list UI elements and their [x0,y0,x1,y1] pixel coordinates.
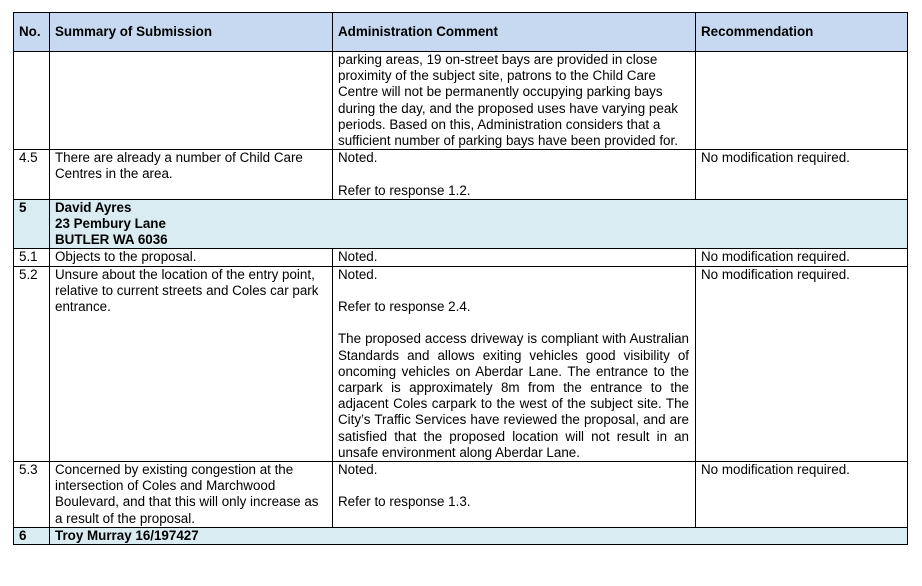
cell-no: 5 [14,199,50,249]
comment-line: Noted. [338,462,378,478]
cell-summary [50,52,333,150]
table-row-5-2 [14,266,908,461]
comment-line: Refer to response 1.3. [338,494,471,510]
submissions-table [13,12,908,545]
submitter-row-5 [14,199,908,249]
table-row-4-5 [14,150,908,200]
cell-no: 5.1 [14,249,50,266]
cell-recommendation: No modification required. [696,150,908,200]
cell-comment: Noted. [333,249,696,266]
cell-no: 5.2 [14,266,50,461]
comment-line: Refer to response 2.4. [338,299,471,315]
table-header-row [14,13,908,52]
cell-no [14,52,50,150]
cell-comment [333,150,696,200]
cell-summary: Objects to the proposal. [50,249,333,266]
submitter-name: Troy Murray 16/197427 [55,527,199,543]
submitter-name: David Ayres [55,199,132,215]
submitter-details [50,199,908,249]
comment-line: Noted. [338,266,378,282]
cell-recommendation: No modification required. [696,462,908,528]
submitter-suburb: BUTLER WA 6036 [55,232,168,248]
header-comment: Administration Comment [333,13,696,52]
submitter-details [50,527,908,544]
table-row-continued [14,52,908,150]
cell-comment [333,266,696,461]
cell-summary: Concerned by existing congestion at the intersection of Coles and Marchwood Boulevard, and that this will only increase as a result of the proposal. [50,462,333,528]
cell-no: 6 [14,527,50,544]
table-row-5-3 [14,462,908,528]
submitter-street: 23 Pembury Lane [55,216,166,232]
header-recommendation: Recommendation [696,13,908,52]
cell-summary: Unsure about the location of the entry point, relative to current streets and Coles car park entrance. [50,266,333,461]
submitter-row-6 [14,527,908,544]
cell-recommendation [696,52,908,150]
cell-recommendation: No modification required. [696,249,908,266]
cell-comment [333,462,696,528]
cell-no: 5.3 [14,462,50,528]
comment-paragraph: The proposed access driveway is compliant with Australian Standards and allows exiting vehicles good visibility of oncoming vehicles on Aberdar Lane. The entrance to the carpark is approximately 8m from the entrance to the adjacent Coles carpark to the west of the subject site. The City’s Traffic Services have reviewed the proposal, and are satisfied that the proposed location will not result in an unsafe environment along Aberdar Lane. [338,331,689,460]
cell-comment: parking areas, 19 on-street bays are provided in close proximity of the subject site, patrons to the Child Care Centre will not be permanently occupying parking bays during the day, and the proposed uses have varying peak periods. Based on this, Administration considers that a sufficient number of parking bays have been provided for. [333,52,696,150]
cell-summary: There are already a number of Child Care Centres in the area. [50,150,333,200]
comment-line: Noted. [338,150,378,166]
cell-no: 4.5 [14,150,50,200]
table-row-5-1 [14,249,908,266]
cell-recommendation: No modification required. [696,266,908,461]
header-summary: Summary of Submission [50,13,333,52]
header-no: No. [14,13,50,52]
comment-line: Refer to response 1.2. [338,182,471,198]
